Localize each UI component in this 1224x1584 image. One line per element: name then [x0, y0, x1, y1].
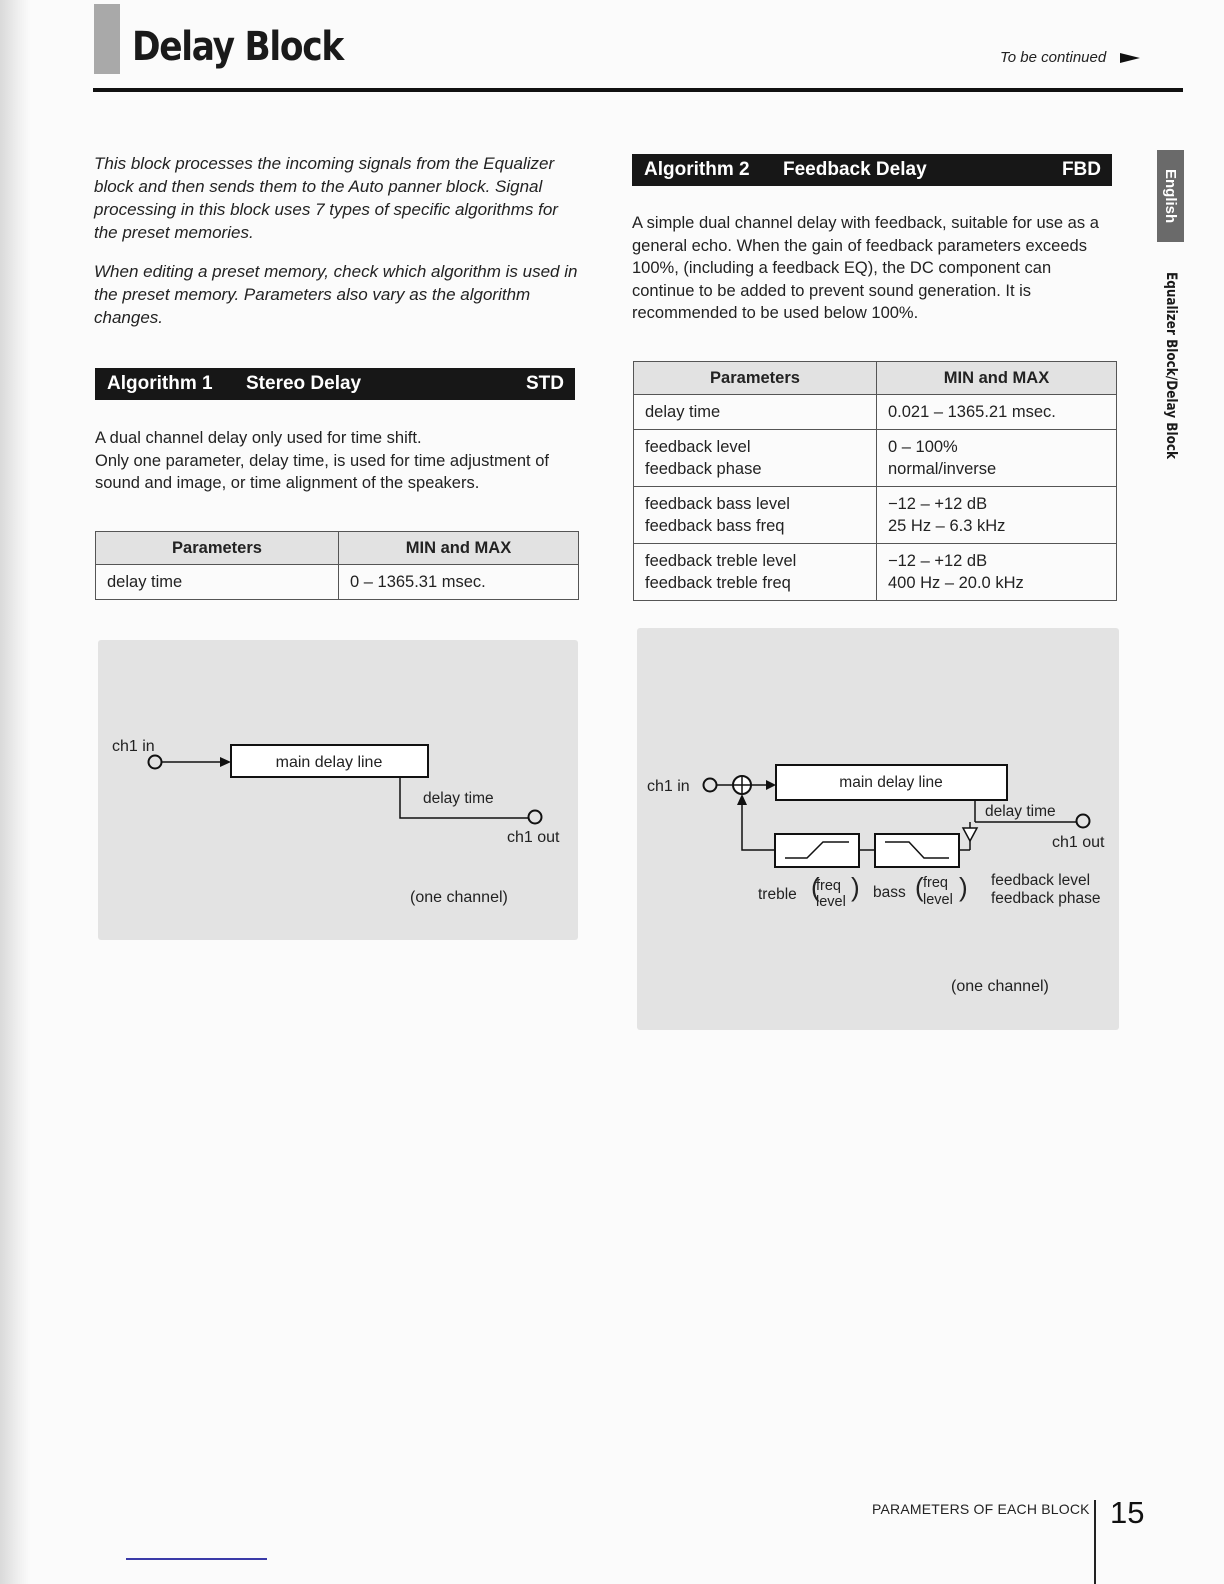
algo1-name: Stereo Delay: [246, 373, 362, 394]
bass-label: bass: [873, 884, 906, 901]
param-range-pair: [877, 544, 1117, 601]
feedback-level-label: feedback level: [991, 872, 1091, 889]
main-delay-line-label: main delay line: [275, 754, 383, 771]
param-range-pair: [877, 487, 1117, 544]
main-delay-line-label: main delay line: [839, 774, 943, 791]
algo2-desc-text: A simple dual channel delay with feedback, suitable for use as a general echo. When the gain of feedback parameters exceeds 100%, (including a feedback EQ), the DC component can continue to be added to prevent sound generation. It is recommended to be used below 100%.: [632, 214, 1099, 322]
table-header-parameters: Parameters: [634, 362, 877, 395]
param-name: delay time: [96, 565, 339, 600]
algo1-params-table: [95, 531, 579, 600]
feedback-phase-label: feedback phase: [991, 890, 1101, 907]
algo2-header: [632, 154, 1112, 186]
treble-freq-label: freq: [816, 878, 841, 894]
section-side-label: Equalizer Block/Delay Block: [1163, 272, 1179, 460]
title-accent-bar: [94, 4, 120, 74]
algo2-diagram: [637, 628, 1119, 1030]
algo1-diagram: [98, 640, 578, 940]
param-range: 0 – 100%: [888, 438, 958, 456]
algo1-header: [95, 368, 575, 400]
algo2-signal-flow: [637, 628, 1119, 1030]
param-range: −12 – +12 dB: [888, 495, 988, 513]
param-name: feedback treble freq: [645, 574, 791, 592]
param-name-pair: [634, 430, 877, 487]
ch1-out-label: ch1 out: [507, 829, 560, 846]
page-title: Delay Block: [132, 24, 343, 70]
param-name: feedback level: [645, 438, 751, 456]
treble-level-label: level: [816, 894, 846, 910]
language-tab-label: English: [1162, 168, 1179, 224]
paren-close: ): [959, 872, 968, 902]
treble-label: treble: [758, 886, 797, 903]
input-terminal-icon: [149, 756, 162, 769]
arrow-right-icon: [220, 757, 231, 767]
intro-paragraph-2: [94, 260, 584, 329]
table-header-minmax: MIN and MAX: [877, 362, 1117, 395]
ch1-out-label: ch1 out: [1052, 834, 1105, 851]
intro-text-2: When editing a preset memory, check which algorithm is used in the preset memory. Parameters also vary as the algorithm changes.: [94, 262, 578, 327]
intro-text-1: This block processes the incoming signals from the Equalizer block and then sends them to the Auto panner block. Signal processing in this block uses 7 types of specific algorithms for the preset memories.: [94, 154, 558, 242]
param-range: 25 Hz – 6.3 kHz: [888, 517, 1006, 535]
table-row: [96, 565, 579, 600]
param-range: normal/inverse: [888, 460, 997, 478]
algo2-description: [632, 212, 1110, 325]
param-range-pair: [877, 430, 1117, 487]
paren-open: (: [915, 872, 924, 902]
input-terminal-icon: [704, 779, 717, 792]
one-channel-caption: (one channel): [410, 889, 508, 906]
continued-note: To be continued: [1000, 49, 1107, 66]
delay-time-label: delay time: [985, 803, 1056, 820]
algo1-code: STD: [526, 373, 564, 394]
param-name: feedback phase: [645, 460, 762, 478]
paren-close: ): [851, 872, 860, 902]
algo1-description: [95, 427, 580, 495]
footer-section-label: PARAMETERS OF EACH BLOCK: [872, 1501, 1090, 1517]
paren-open: (: [811, 872, 820, 902]
output-terminal-icon: [529, 811, 542, 824]
table-header-minmax: MIN and MAX: [339, 532, 579, 565]
table-header-parameters: Parameters: [96, 532, 339, 565]
param-range: 0.021 – 1365.21 msec.: [877, 395, 1117, 430]
treble-shelf-filter-block: [775, 834, 859, 867]
output-terminal-icon: [1077, 815, 1090, 828]
table-row: [634, 544, 1117, 601]
arrow-up-icon: [737, 794, 747, 805]
algo2-code: FBD: [1061, 159, 1101, 180]
footer-line-mark: [126, 1558, 267, 1560]
algo1-signal-flow: [98, 640, 578, 940]
table-row: [634, 487, 1117, 544]
page-number: 15: [1110, 1495, 1145, 1530]
footer-divider: [1094, 1500, 1096, 1584]
algo2-params-table: [633, 361, 1117, 601]
algo2-name: Feedback Delay: [783, 159, 927, 180]
algo1-label: Algorithm 1: [107, 373, 213, 394]
bass-level-label: level: [923, 892, 953, 908]
delay-time-label: delay time: [423, 790, 494, 807]
param-range: 0 – 1365.31 msec.: [339, 565, 579, 600]
bass-freq-label: freq: [923, 875, 948, 891]
gain-amplifier-icon: [963, 828, 977, 841]
header-rule: [93, 88, 1183, 92]
table-row: [634, 430, 1117, 487]
algo2-label: Algorithm 2: [644, 159, 750, 180]
feedback-return-line: [742, 804, 775, 850]
param-name: delay time: [634, 395, 877, 430]
param-range: −12 – +12 dB: [888, 552, 988, 570]
param-name-pair: [634, 487, 877, 544]
arrow-right-icon: [1120, 53, 1140, 63]
param-name: feedback bass level: [645, 495, 790, 513]
arrow-right-icon: [766, 780, 776, 790]
one-channel-caption: (one channel): [951, 978, 1049, 995]
intro-paragraph-1: [94, 152, 584, 244]
param-name-pair: [634, 544, 877, 601]
param-name: feedback bass freq: [645, 517, 785, 535]
ch1-in-label: ch1 in: [647, 778, 690, 795]
param-range: 400 Hz – 20.0 kHz: [888, 574, 1024, 592]
algo1-desc-line1: A dual channel delay only used for time shift.: [95, 429, 422, 447]
table-row: [634, 395, 1117, 430]
param-name: feedback treble level: [645, 552, 797, 570]
algo1-desc-line2: Only one parameter, delay time, is used for time adjustment of sound and image, or time alignment of the speakers.: [95, 451, 549, 492]
page-gutter: [0, 0, 30, 1584]
ch1-in-label: ch1 in: [112, 738, 155, 755]
